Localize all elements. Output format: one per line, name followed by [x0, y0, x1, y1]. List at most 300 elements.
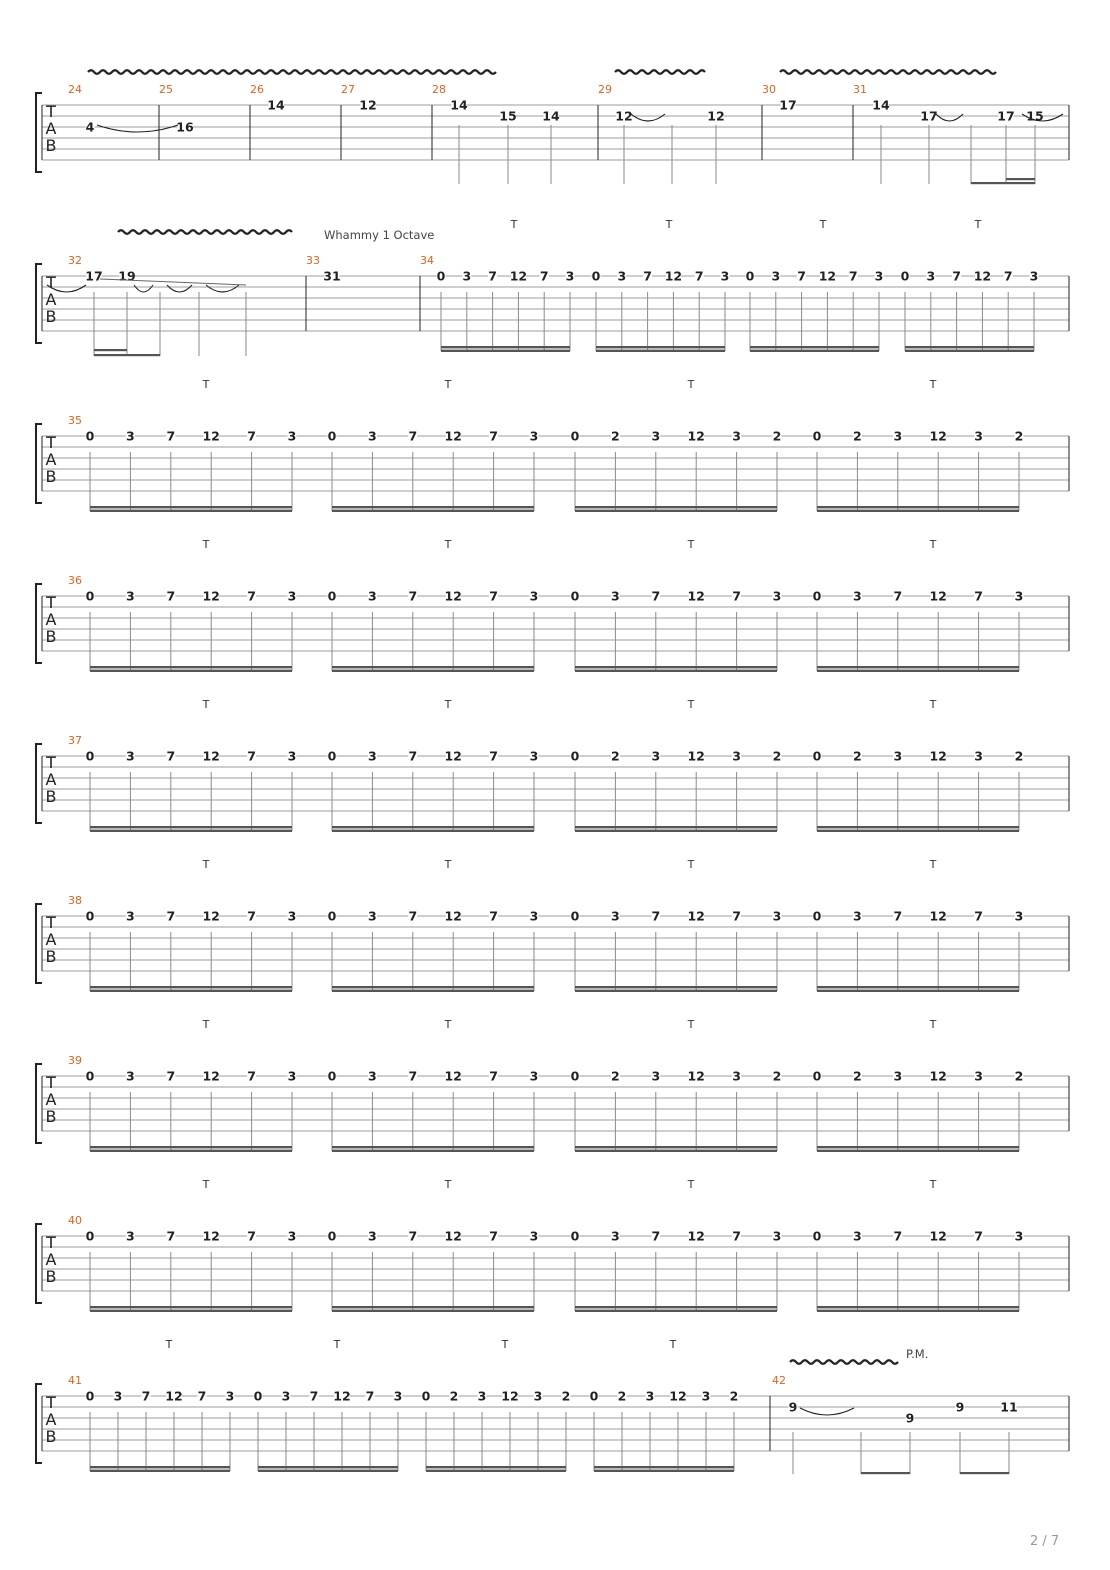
fret-number: 31	[323, 268, 341, 284]
fret-number: 7	[247, 1228, 256, 1244]
fret-number: 0	[570, 908, 580, 924]
tap-marker: T	[687, 1178, 695, 1191]
fret-number: 3	[853, 1228, 862, 1244]
tap-marker: T	[202, 698, 210, 711]
fret-number: 2	[449, 1388, 459, 1404]
fret-number: 3	[529, 1228, 539, 1244]
beam	[332, 506, 534, 508]
tap-marker: T	[444, 378, 452, 391]
tie-arc	[936, 114, 963, 121]
note-group	[86, 858, 297, 992]
tab-clef-letter: B	[45, 467, 57, 486]
fret-number: 15	[1026, 108, 1044, 124]
fret-number: 12	[973, 268, 992, 284]
fret-number: 12	[444, 908, 462, 924]
note-group	[328, 1018, 539, 1152]
fret-number: 7	[408, 1228, 418, 1244]
fret-number: 15	[499, 108, 517, 124]
fret-number: 12	[202, 588, 220, 604]
fret-number: 12	[444, 748, 462, 764]
system-bracket	[36, 904, 42, 983]
beam	[575, 826, 777, 828]
beam	[90, 666, 292, 668]
tab-clef-letter: A	[45, 450, 57, 469]
beam	[1006, 178, 1035, 180]
fret-number: 7	[488, 268, 497, 284]
fret-number: 7	[893, 908, 903, 924]
fret-number: 12	[687, 428, 705, 444]
vibrato-bar	[118, 230, 292, 234]
fret-number: 3	[974, 748, 983, 764]
beam	[90, 830, 292, 832]
beam	[90, 1306, 292, 1308]
tab-clef-letter: A	[45, 930, 57, 949]
fret-number: 3	[368, 428, 377, 444]
fret-number: 0	[436, 268, 446, 284]
tab-clef-letter: T	[46, 913, 56, 932]
fret-number: 0	[812, 428, 822, 444]
fret-number: 0	[85, 588, 95, 604]
fret-number: 3	[113, 1388, 123, 1404]
beam	[905, 346, 1034, 348]
fret-number: 0	[570, 1228, 580, 1244]
fret-number: 0	[85, 908, 95, 924]
beam	[90, 990, 292, 992]
fret-number: 12	[202, 428, 220, 444]
fret-number: 3	[368, 908, 377, 924]
beam	[817, 830, 1019, 832]
tie-arc	[97, 125, 178, 132]
fret-number: 0	[85, 1388, 95, 1404]
beam	[575, 1150, 777, 1152]
tab-clef-letter: B	[45, 947, 57, 966]
tab-system	[36, 858, 1069, 992]
fret-number: 7	[1003, 268, 1013, 284]
fret-number: 0	[85, 1068, 95, 1084]
tab-clef-letter: B	[45, 627, 57, 646]
fret-number: 12	[929, 1068, 947, 1084]
fret-number: 3	[651, 748, 661, 764]
system-bracket	[36, 93, 42, 172]
beam	[575, 666, 777, 668]
tap-marker: T	[501, 1338, 509, 1351]
fret-number: 7	[309, 1388, 319, 1404]
fret-number: 3	[126, 1228, 135, 1244]
fret-number: 3	[611, 588, 620, 604]
fret-number: 3	[287, 588, 297, 604]
fret-number: 3	[874, 268, 884, 284]
beam	[426, 1470, 566, 1472]
fret-number: 12	[333, 1388, 351, 1404]
beam	[575, 670, 777, 672]
fret-number: 3	[393, 1388, 403, 1404]
fret-number: 7	[974, 588, 983, 604]
tap-marker: T	[819, 218, 827, 231]
beam	[575, 986, 777, 988]
fret-number: 2	[853, 1068, 862, 1084]
measure-number: 30	[762, 83, 776, 96]
tie-arc	[631, 114, 665, 121]
fret-number: 0	[812, 748, 822, 764]
fret-number: 16	[176, 119, 194, 135]
palm-mute-annotation: P.M.	[906, 1347, 929, 1361]
note-group	[86, 1018, 297, 1152]
fret-number: 19	[118, 268, 136, 284]
measure-number: 25	[159, 83, 173, 96]
tap-marker: T	[444, 698, 452, 711]
note-group	[746, 218, 884, 352]
fret-number: 3	[893, 748, 903, 764]
vibrato-bar	[615, 70, 705, 74]
tab-clef-letter: B	[45, 1267, 57, 1286]
vibrato-bar	[790, 1360, 898, 1364]
tie-arc	[800, 1408, 854, 1415]
measure-number: 36	[68, 574, 82, 587]
system-bracket	[36, 1224, 42, 1303]
fret-number: 7	[694, 268, 704, 284]
fret-number: 7	[893, 1228, 903, 1244]
tab-clef-letter: T	[46, 102, 56, 121]
fret-number: 2	[1014, 748, 1024, 764]
fret-number: 3	[368, 748, 377, 764]
note-group	[86, 538, 297, 672]
fret-number: 12	[929, 588, 947, 604]
measure-number: 27	[341, 83, 355, 96]
fret-number: 3	[287, 908, 297, 924]
note-group	[254, 1338, 403, 1472]
tab-clef-letter: T	[46, 273, 56, 292]
system-bracket	[36, 584, 42, 663]
beam	[332, 1306, 534, 1308]
beam	[332, 670, 534, 672]
beam	[575, 510, 777, 512]
fret-number: 3	[287, 428, 297, 444]
note-group	[571, 378, 782, 512]
system-bracket	[36, 1384, 42, 1463]
fret-number: 7	[974, 1228, 983, 1244]
fret-number: 2	[611, 428, 620, 444]
beam	[90, 506, 292, 508]
fret-number: 2	[1014, 428, 1024, 444]
fret-number: 0	[570, 748, 580, 764]
tab-system	[36, 218, 1069, 356]
beam	[258, 1470, 398, 1472]
fret-number: 14	[542, 108, 560, 124]
tap-marker: T	[929, 378, 937, 391]
fret-number: 3	[529, 428, 539, 444]
note-group	[813, 538, 1024, 672]
tab-system	[36, 70, 1069, 184]
tap-marker: T	[687, 538, 695, 551]
tap-marker: T	[669, 1338, 677, 1351]
measure-number: 31	[853, 83, 867, 96]
beam	[596, 350, 725, 352]
beam	[441, 346, 570, 348]
fret-number: 9	[905, 1410, 915, 1426]
tap-marker: T	[202, 538, 210, 551]
system-bracket	[36, 1064, 42, 1143]
beam	[426, 1466, 566, 1468]
tap-marker: T	[929, 538, 937, 551]
fret-number: 12	[929, 908, 947, 924]
tap-marker: T	[687, 698, 695, 711]
fret-number: 3	[126, 428, 135, 444]
beam	[258, 1466, 398, 1468]
note-group	[86, 1338, 235, 1472]
beam	[817, 510, 1019, 512]
fret-number: 2	[617, 1388, 627, 1404]
note-group	[813, 378, 1024, 512]
fret-number: 3	[565, 268, 575, 284]
fret-number: 3	[617, 268, 627, 284]
fret-number: 0	[327, 428, 337, 444]
tab-clef-letter: B	[45, 1107, 57, 1126]
beam	[817, 1306, 1019, 1308]
system-bracket	[36, 264, 42, 343]
fret-number: 7	[974, 908, 983, 924]
tab-clef-letter: B	[45, 136, 57, 155]
fret-number: 3	[611, 908, 620, 924]
fret-number: 3	[529, 908, 539, 924]
fret-number: 3	[287, 748, 297, 764]
fret-number: 2	[772, 748, 782, 764]
tie-arc	[206, 285, 239, 292]
fret-number: 7	[489, 748, 498, 764]
beam	[332, 1310, 534, 1312]
fret-number: 7	[408, 748, 418, 764]
fret-number: 0	[900, 268, 910, 284]
note-group	[592, 218, 730, 352]
fret-number: 12	[818, 268, 837, 284]
system-bracket	[36, 424, 42, 503]
beam	[575, 1306, 777, 1308]
note-group	[86, 378, 297, 512]
beam	[332, 1150, 534, 1152]
fret-number: 12	[444, 1228, 462, 1244]
fret-number: 12	[501, 1388, 519, 1404]
fret-number: 12	[359, 97, 377, 113]
fret-number: 7	[539, 268, 549, 284]
beam	[817, 986, 1019, 988]
fret-number: 7	[408, 908, 418, 924]
beam	[817, 1146, 1019, 1148]
note-group	[571, 1178, 782, 1312]
note-group	[328, 858, 539, 992]
fret-number: 2	[853, 748, 862, 764]
tab-system	[36, 1338, 1069, 1474]
beam	[332, 666, 534, 668]
fret-number: 0	[253, 1388, 263, 1404]
beam	[90, 670, 292, 672]
note-group	[813, 698, 1024, 832]
beam	[596, 346, 725, 348]
fret-number: 3	[772, 588, 782, 604]
measure-number: 42	[772, 1374, 786, 1387]
beam	[575, 1146, 777, 1148]
fret-number: 12	[929, 1228, 947, 1244]
beam	[817, 826, 1019, 828]
fret-number: 7	[166, 428, 176, 444]
fret-number: 7	[893, 588, 903, 604]
note-group	[571, 858, 782, 992]
beam	[817, 666, 1019, 668]
measure-number: 29	[598, 83, 612, 96]
tab-clef-letter: A	[45, 1410, 57, 1429]
tab-clef-letter: A	[45, 290, 57, 309]
fret-number: 2	[1014, 1068, 1024, 1084]
tab-clef-letter: B	[45, 1427, 57, 1446]
tab-clef-letter: A	[45, 770, 57, 789]
beam	[750, 350, 879, 352]
fret-number: 3	[126, 908, 135, 924]
fret-number: 3	[529, 748, 539, 764]
fret-number: 0	[85, 1228, 95, 1244]
beam	[817, 506, 1019, 508]
fret-number: 7	[651, 1228, 661, 1244]
fret-number: 3	[732, 428, 741, 444]
fret-number: 7	[489, 1068, 498, 1084]
fret-number: 0	[327, 1228, 337, 1244]
fret-number: 3	[701, 1388, 711, 1404]
tap-marker: T	[665, 218, 673, 231]
fret-number: 7	[247, 748, 256, 764]
beam	[332, 830, 534, 832]
fret-number: 3	[126, 1068, 135, 1084]
tap-marker: T	[444, 538, 452, 551]
beam	[575, 990, 777, 992]
note-group	[590, 1338, 739, 1472]
system-bracket	[36, 744, 42, 823]
beam	[332, 826, 534, 828]
beam	[94, 354, 160, 356]
beam	[332, 990, 534, 992]
note-group	[813, 1018, 1024, 1152]
tap-marker: T	[687, 378, 695, 391]
beam	[817, 670, 1019, 672]
note-group	[813, 1178, 1024, 1312]
fret-number: 0	[421, 1388, 431, 1404]
tie-arc	[167, 285, 192, 292]
page-number: 2 / 7	[1030, 1534, 1060, 1549]
fret-number: 0	[591, 268, 601, 284]
fret-number: 7	[247, 588, 256, 604]
beam	[575, 1310, 777, 1312]
fret-number: 3	[974, 1068, 983, 1084]
beam	[575, 830, 777, 832]
beam	[90, 1146, 292, 1148]
tab-clef-letter: A	[45, 119, 57, 138]
fret-number: 2	[611, 748, 620, 764]
tap-marker: T	[510, 218, 518, 231]
fret-number: 4	[85, 119, 95, 135]
beam	[90, 1150, 292, 1152]
fret-number: 7	[489, 908, 498, 924]
tab-clef-letter: T	[46, 1233, 56, 1252]
fret-number: 3	[853, 588, 862, 604]
fret-number: 0	[85, 748, 95, 764]
fret-number: 3	[126, 588, 135, 604]
fret-number: 17	[779, 97, 797, 113]
fret-number: 7	[408, 588, 418, 604]
beam	[90, 1466, 230, 1468]
beam	[971, 182, 1035, 184]
beam	[90, 1310, 292, 1312]
fret-number: 12	[929, 748, 947, 764]
fret-number: 2	[853, 428, 862, 444]
beam	[332, 510, 534, 512]
fret-number: 7	[732, 908, 741, 924]
note-group	[571, 1018, 782, 1152]
fret-number: 12	[929, 428, 947, 444]
fret-number: 3	[529, 588, 539, 604]
fret-number: 12	[687, 1228, 705, 1244]
fret-number: 3	[462, 268, 472, 284]
tab-clef-letter: B	[45, 307, 57, 326]
beam	[90, 986, 292, 988]
note-group	[813, 858, 1024, 992]
fret-number: 3	[651, 428, 661, 444]
fret-number: 3	[732, 748, 741, 764]
fret-number: 0	[327, 1068, 337, 1084]
fret-number: 17	[85, 268, 103, 284]
tab-clef-letter: T	[46, 753, 56, 772]
tap-marker: T	[202, 1178, 210, 1191]
fret-number: 7	[489, 588, 498, 604]
fret-number: 3	[974, 428, 983, 444]
measure-number: 28	[432, 83, 446, 96]
fret-number: 0	[812, 588, 822, 604]
measure-number: 34	[420, 254, 434, 267]
fret-number: 7	[952, 268, 961, 284]
vibrato-bar	[88, 70, 496, 74]
fret-number: 7	[365, 1388, 375, 1404]
fret-number: 7	[247, 1068, 256, 1084]
fret-number: 7	[166, 588, 176, 604]
fret-number: 0	[85, 428, 95, 444]
tap-marker: T	[444, 858, 452, 871]
note-group	[328, 538, 539, 672]
fret-number: 3	[772, 1228, 782, 1244]
fret-number: 0	[812, 1228, 822, 1244]
tab-clef-letter: T	[46, 593, 56, 612]
beam	[750, 346, 879, 348]
fret-number: 12	[444, 588, 462, 604]
tab-clef-letter: A	[45, 1250, 57, 1269]
fret-number: 2	[772, 1068, 782, 1084]
note-group	[328, 1178, 539, 1312]
measure-number: 38	[68, 894, 82, 907]
fret-number: 12	[444, 1068, 462, 1084]
fret-number: 3	[368, 1068, 377, 1084]
beam	[332, 1146, 534, 1148]
fret-number: 7	[651, 908, 661, 924]
fret-number: 3	[533, 1388, 543, 1404]
beam	[441, 350, 570, 352]
fret-number: 7	[848, 268, 858, 284]
tap-marker: T	[202, 1018, 210, 1031]
beam	[594, 1466, 734, 1468]
fret-number: 12	[687, 588, 705, 604]
fret-number: 7	[651, 588, 661, 604]
tab-system	[36, 378, 1069, 512]
fret-number: 12	[664, 268, 683, 284]
fret-number: 3	[651, 1068, 661, 1084]
fret-number: 14	[450, 97, 468, 113]
fret-number: 0	[327, 748, 337, 764]
fret-number: 12	[202, 748, 220, 764]
tab-system	[36, 698, 1069, 832]
beam	[861, 1472, 910, 1474]
